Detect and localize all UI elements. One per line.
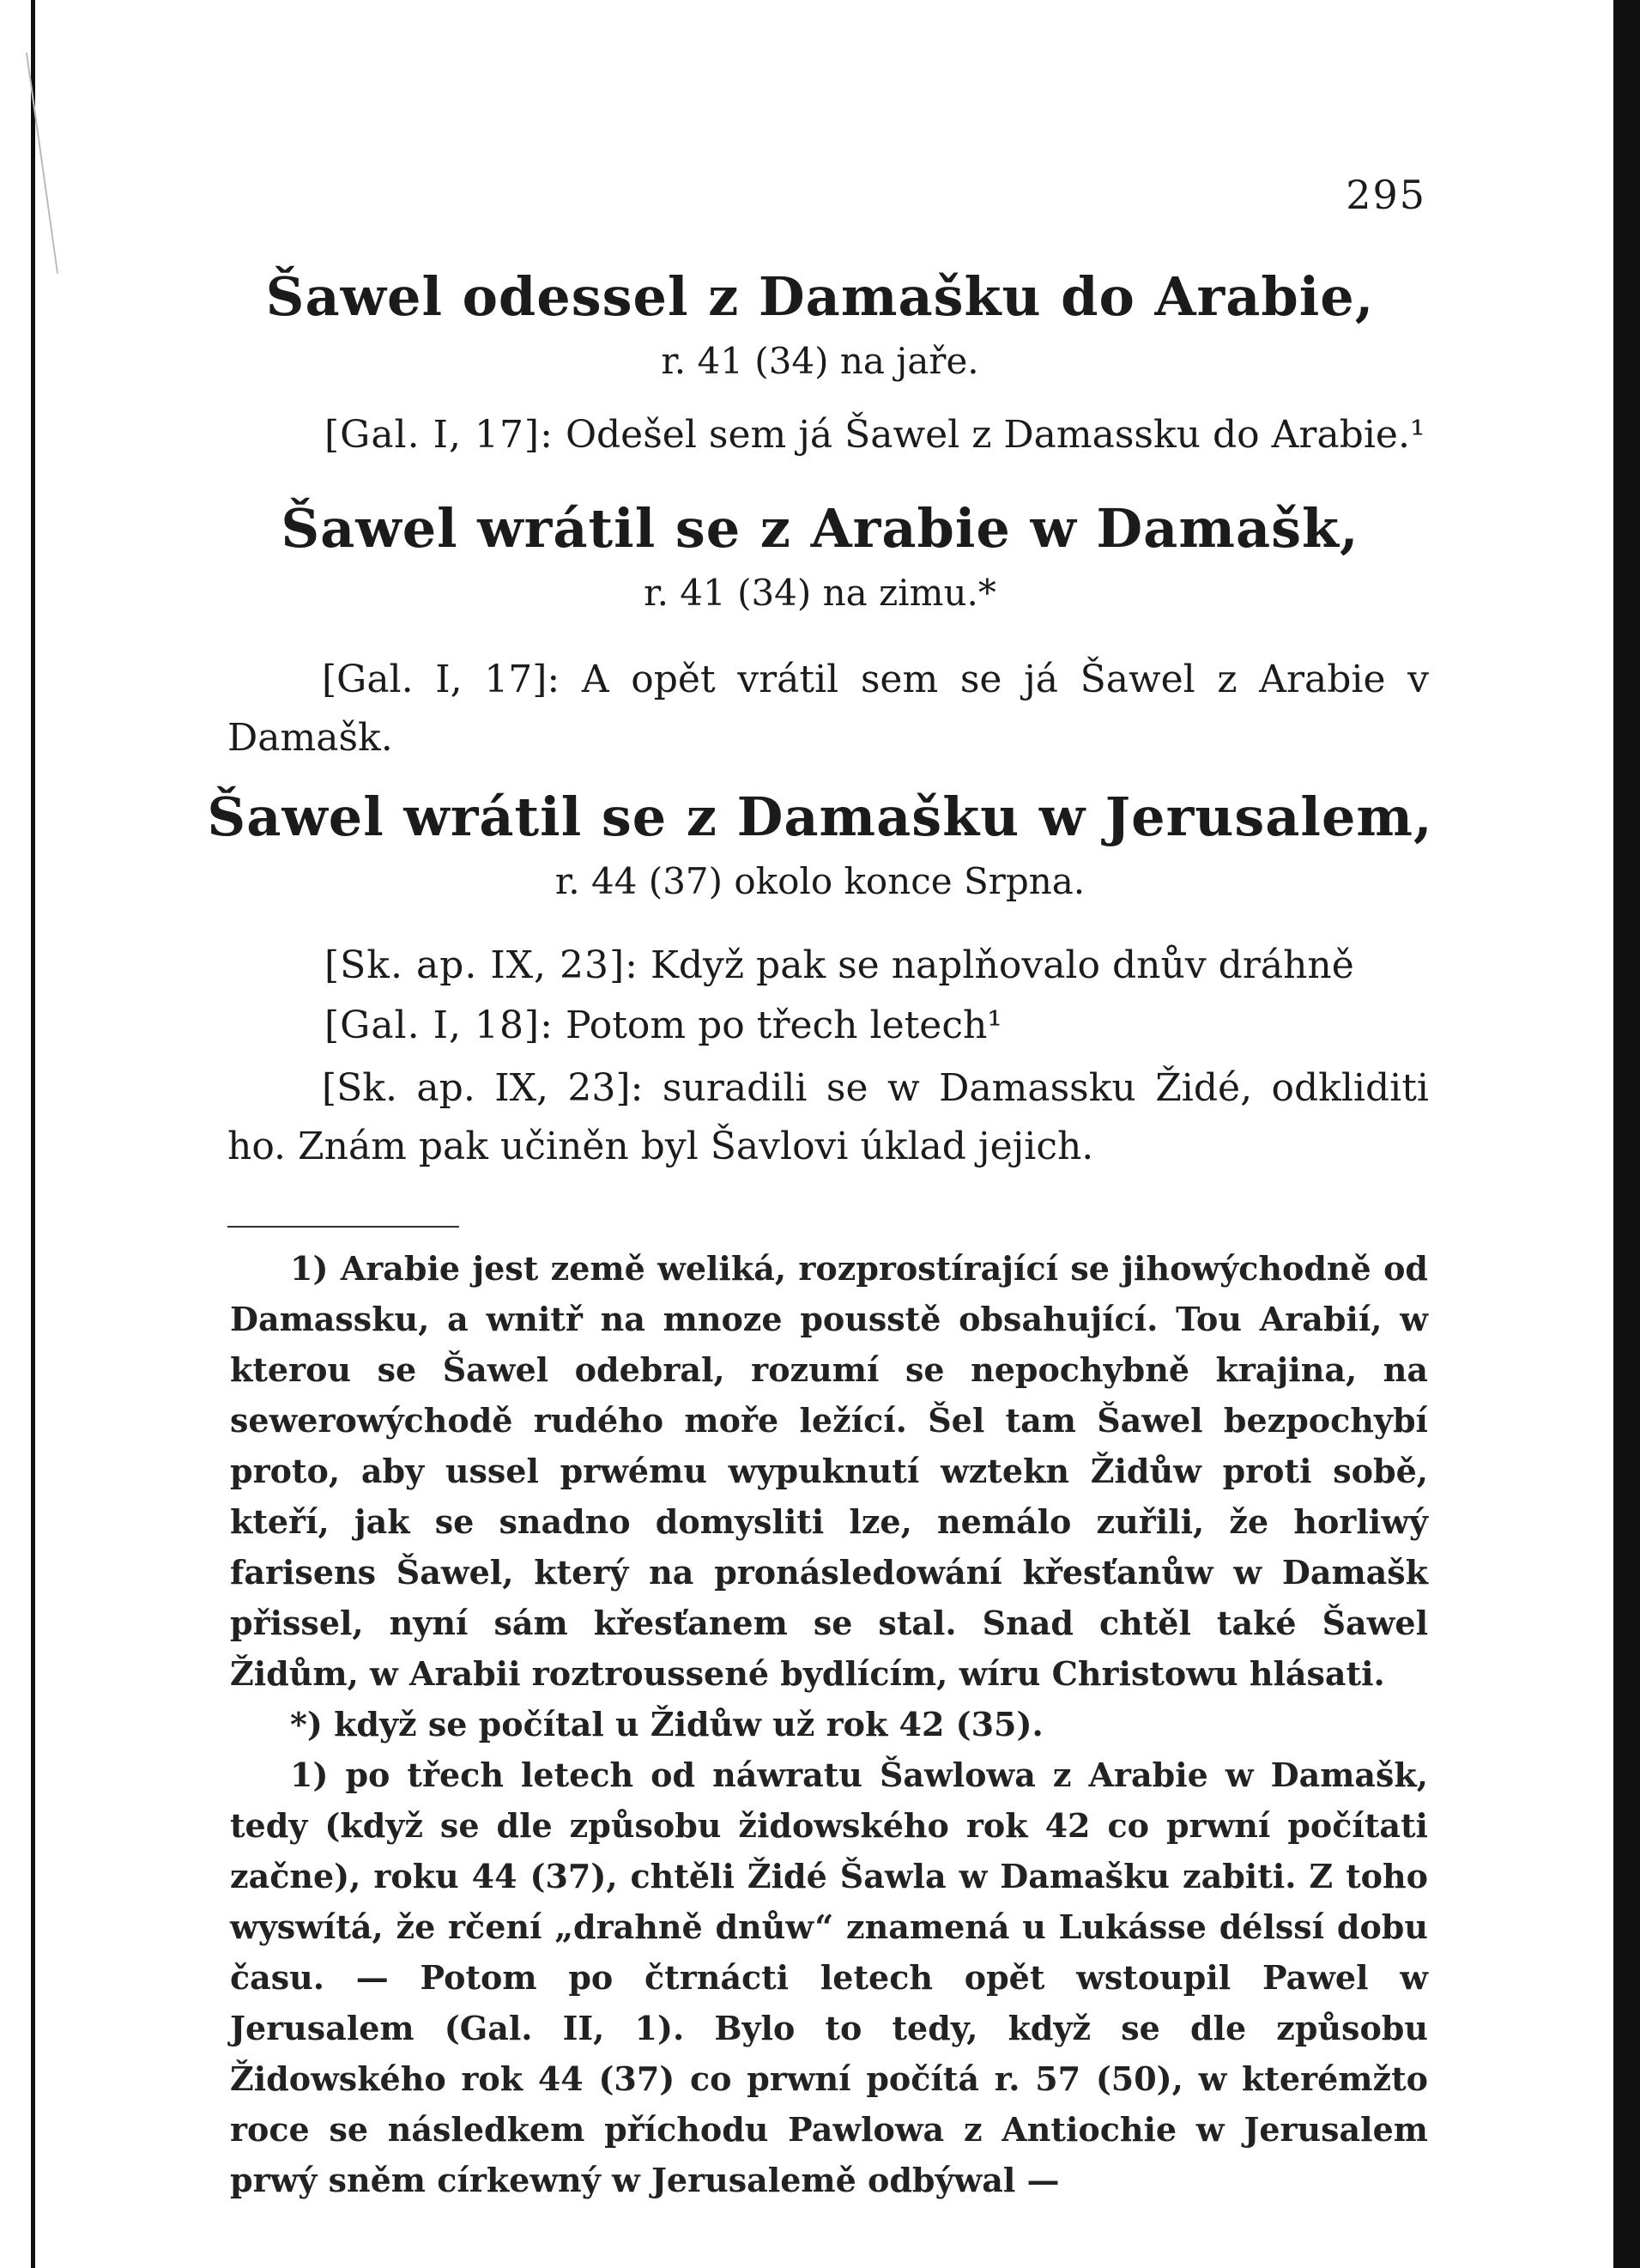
citation-ref: [Gal. I, 17]: <box>322 658 560 701</box>
citation-paragraph <box>227 651 1429 767</box>
citation-paragraph <box>227 1059 1429 1176</box>
section-1 <box>0 265 1640 383</box>
section-2-heading: Šawel wrátil se z Arabie w Damašk, <box>281 497 1359 560</box>
section-3 <box>0 785 1640 903</box>
section-3-heading: Šawel wrátil se z Damašku w Jerusalem, <box>207 785 1433 848</box>
section-3-ref-line-1 <box>324 941 1354 990</box>
page-number: 295 <box>1346 172 1426 218</box>
footnote: 1) po třech letech od náwratu Šawlowa z Arabie w Damašk, tedy (když se dle způsobu židowského rok 42 co prwní počítati začne), roku 44 (37), chtěli Židé Šawla w Damašku zabiti. Z toho wyswítá, že rčení „drahně dnůw“ znamená u Lukásse délssí dobu času. — Potom po čtrnácti letech opět wstoupil Pawel w Jerusalem (Gal. II, 1). Bylo to tedy, když se dle způsobu Židowského rok 44 (37) co prwní počítá r. 57 (50), w kterémžto roce se následkem příchodu Pawlowa z Antiochie w Jerusalem prwý sněm církewný w Jerusalemě odbýwal — <box>230 1756 1428 2199</box>
section-3-date: r. 44 (37) okolo konce Srpna. <box>554 860 1086 903</box>
footnote: 1) Arabie jest země weliká, rozprostírající se jihowýchodně od Damassku, a wnitř na mnoze pousstě obsahující. Tou Arabií, w kterou se Šawel odebral, rozumí se nepochybně krajina, na sewerowýchodě rudého moře ležící. Šel tam Šawel bezpochybí proto, aby ussel prwému wypuknutí wztekn Židůw proti sobě, kteří, jak se snadno domysliti lze, nemálo zuřili, že horliwý farisens Šawel, který na pronásledowání křesťanůw w Damašk přissel, nyní sám křesťanem se stal. Snad chtěl také Šawel Židům, w Arabii roztroussené bydlícím, wíru Christowu hlásati. <box>230 1249 1428 1693</box>
footnote: *) když se počítal u Židůw už rok 42 (35). <box>290 1705 1044 1743</box>
citation-ref: [Gal. I, 17]: <box>324 413 554 457</box>
footnotes <box>230 1243 1428 2205</box>
citation-ref: [Sk. ap. IX, 23]: <box>324 943 638 987</box>
citation-text: A opět vrátil sem se já Šawel z Arabie v Damašk. <box>227 658 1429 760</box>
section-1-heading: Šawel odessel z Damašku do Arabie, <box>265 265 1375 328</box>
section-2-ref-block <box>227 651 1429 767</box>
citation-text: Potom po třech letech¹ <box>565 1004 1002 1047</box>
citation-text: Když pak se naplňovalo dnův dráhně <box>650 943 1354 987</box>
citation-text: suradili se w Damassku Židé, odkliditi ho. Znám pak učiněn byl Šavlovi úklad jejich. <box>227 1066 1429 1168</box>
citation-ref: [Gal. I, 18]: <box>324 1004 554 1047</box>
section-1-date: r. 41 (34) na jaře. <box>661 340 979 383</box>
section-3-ref-block <box>227 1059 1429 1176</box>
footnote-divider <box>227 1226 459 1228</box>
section-3-ref-line-2 <box>324 1001 1002 1050</box>
section-2 <box>0 497 1640 615</box>
citation-ref: [Sk. ap. IX, 23]: <box>322 1066 644 1110</box>
section-2-date: r. 41 (34) na zimu.* <box>644 572 996 615</box>
section-1-ref-line <box>324 410 1425 459</box>
citation-text: Odešel sem já Šawel z Damassku do Arabie.¹ <box>565 413 1425 457</box>
